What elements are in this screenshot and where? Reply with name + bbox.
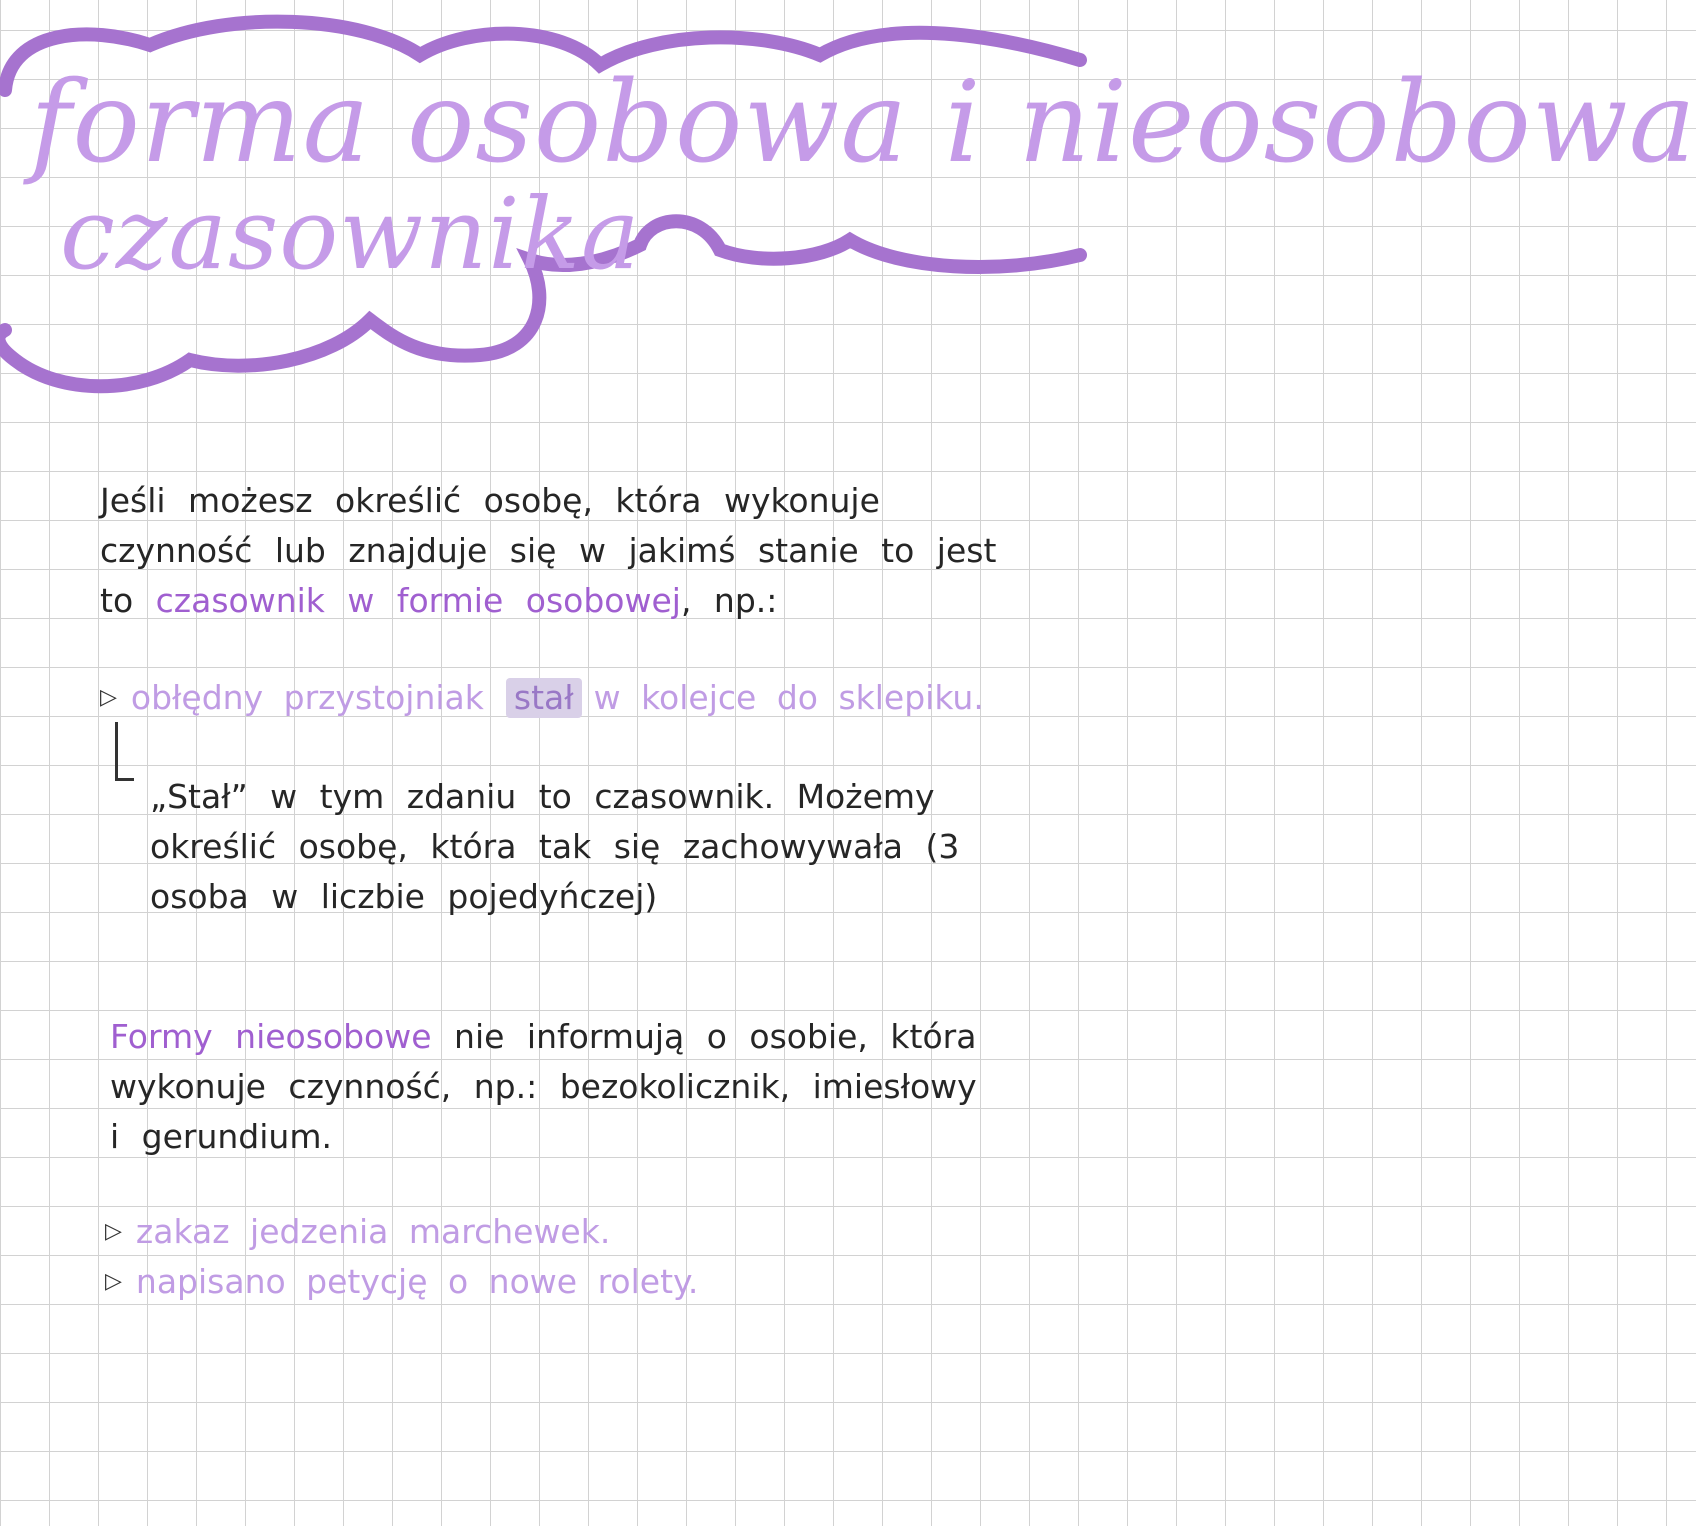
triangle-bullet-icon: ▷ bbox=[100, 685, 117, 710]
impersonal-example-text: napisano petycję o nowe rolety. bbox=[135, 1262, 699, 1301]
personal-form-paragraph bbox=[100, 476, 1000, 626]
highlighted-verb: stał bbox=[506, 678, 582, 718]
impersonal-example bbox=[105, 1258, 698, 1306]
triangle-bullet-icon: ▷ bbox=[105, 1269, 122, 1294]
personal-form-intro: Jeśli możesz określić osobę, która wykonuje czynność lub znajduje się w jakimś stanie to jest to bbox=[100, 481, 997, 620]
impersonal-example-text: zakaz jedzenia marchewek. bbox=[135, 1212, 611, 1251]
page-title-line2: czasownika bbox=[60, 178, 641, 292]
personal-form-highlight: czasownik w formie osobowej bbox=[155, 581, 681, 620]
impersonal-form-paragraph bbox=[110, 1012, 990, 1162]
personal-form-suffix: , np.: bbox=[680, 581, 778, 620]
impersonal-form-highlight: Formy nieosobowe bbox=[110, 1017, 432, 1056]
personal-form-example bbox=[100, 674, 984, 722]
triangle-bullet-icon: ▷ bbox=[105, 1219, 122, 1244]
bracket-arrow-icon bbox=[115, 722, 134, 781]
example-before: obłędny przystojniak bbox=[130, 678, 484, 717]
impersonal-form-text: nie informują o osobie, która wykonuje czynność, np.: bezokolicznik, imiesłowy i gerundium. bbox=[110, 1017, 977, 1156]
example-after: w kolejce do sklepiku. bbox=[593, 678, 984, 717]
page-title-line1: forma osobowa i nieosobowa bbox=[30, 58, 1696, 188]
example-explanation: „Stał” w tym zdaniu to czasownik. Możemy określić osobę, która tak się zachowywała (3 osoba w liczbie pojedyńczej) bbox=[150, 777, 960, 916]
impersonal-example bbox=[105, 1208, 610, 1256]
